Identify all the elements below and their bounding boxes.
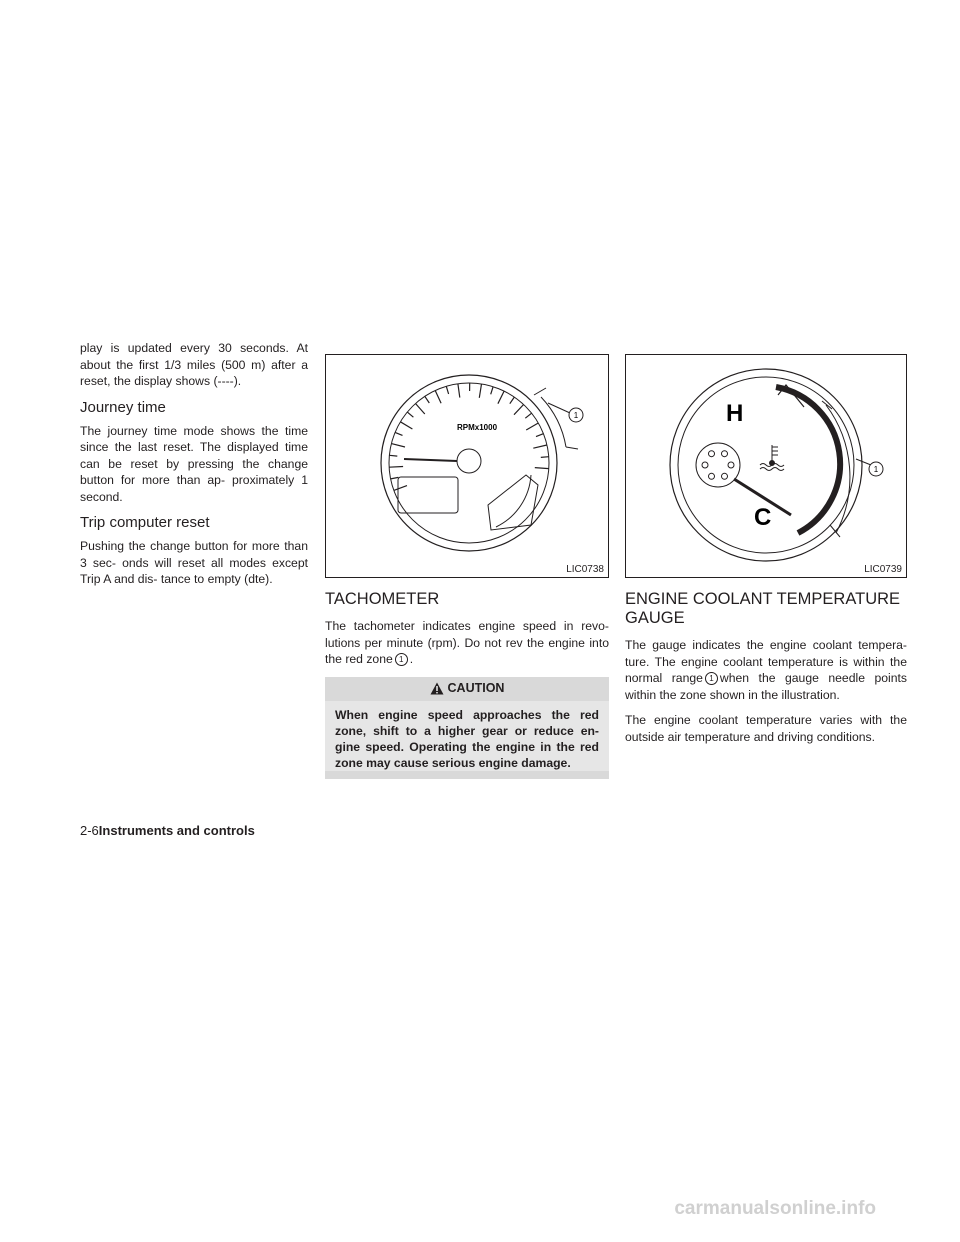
section-title: Instruments and controls [98, 823, 255, 838]
caution-text: When engine speed approaches the red zone, shift to a higher gear or reduce en- gine speed. Operating the engine in the red zone may cause serious engine damage. [335, 707, 599, 770]
coolant-temp-icon [760, 445, 784, 471]
tachometer-dial-label: RPMx1000 [457, 423, 498, 432]
intro-paragraph: play is updated every 30 seconds. At about the first 1/3 miles (500 m) after a reset, the display shows (----). [80, 341, 308, 388]
tachometer-callout: 1 [573, 411, 579, 420]
coolant-gauge-illustration [626, 355, 906, 577]
column-right [625, 354, 907, 754]
callout-1: 1 [705, 672, 718, 685]
tachometer-paragraph: The tachometer indicates engine speed in revo- lutions per minute (rpm). Do not rev the engine into the red zone 1 . [325, 619, 609, 666]
tachometer-heading: TACHOMETER [325, 590, 440, 608]
coolant-paragraph-1: The gauge indicates the engine coolant tempera- ture. The engine coolant temperature is within the normal range 1 when the gauge needle points within the zone shown in the illustration. [625, 638, 907, 702]
cold-label: C [754, 504, 772, 531]
caution-box [325, 677, 609, 779]
watermark: carmanualsonline.info [674, 1198, 876, 1219]
tachometer-illustration [326, 355, 608, 577]
caution-label: CAUTION [447, 681, 505, 696]
caution-header [325, 677, 609, 701]
warning-triangle-icon [430, 682, 444, 695]
journey-time-heading: Journey time [80, 398, 166, 416]
column-left [80, 340, 308, 597]
trip-reset-heading: Trip computer reset [80, 514, 210, 531]
coolant-paragraph-2: The engine coolant temperature varies with the outside air temperature and driving conditions. [625, 713, 907, 744]
hot-label: H [726, 400, 744, 427]
coolant-heading: ENGINE COOLANT TEMPERATURE GAUGE [625, 590, 901, 627]
coolant-callout: 1 [873, 465, 879, 474]
coolant-figure-code: LIC0739 [864, 564, 902, 575]
page-number: 2-6 [80, 823, 99, 838]
page-footer [80, 823, 255, 838]
tachometer-figure [325, 354, 609, 578]
callout-1: 1 [395, 653, 408, 666]
caution-body [325, 701, 609, 771]
trip-reset-paragraph: Pushing the change button for more than 3 sec- onds will reset all modes except Trip A and dis- tance to empty (dte). [80, 539, 308, 586]
column-middle [325, 354, 609, 779]
journey-time-paragraph: The journey time mode shows the time since the last reset. The displayed time can be reset by pressing the change button for more than ap- proximately 1 second. [80, 423, 308, 504]
tachometer-figure-code: LIC0738 [566, 564, 604, 575]
coolant-gauge-figure [625, 354, 907, 578]
